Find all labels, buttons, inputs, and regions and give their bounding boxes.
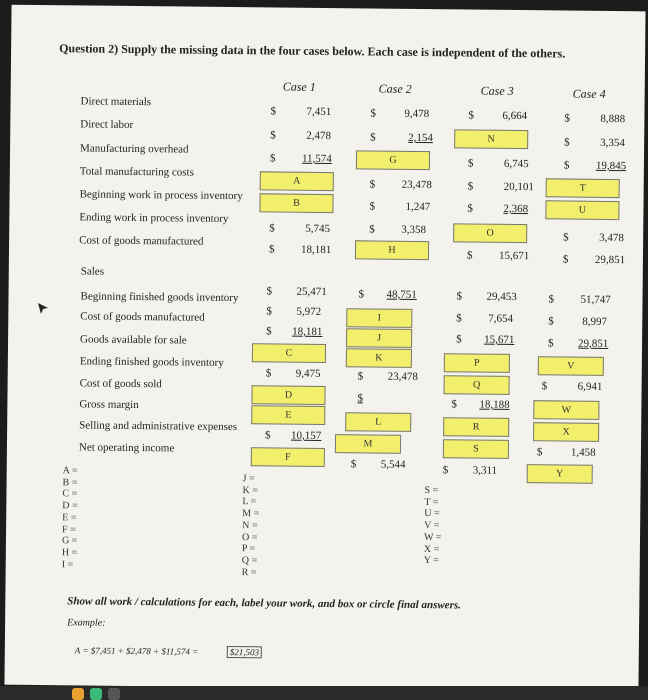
c4-cogm-bottom: 29,851 (577, 337, 609, 350)
c4-ending-wip: 3,478 (599, 231, 624, 245)
case-1-header: Case 1 (282, 79, 316, 94)
c3-net-operating-income: 3,311 (472, 464, 498, 477)
dollar-sign: $ (466, 249, 473, 262)
answer-box-S[interactable]: S (443, 439, 509, 459)
row-label: Gross margin (79, 398, 139, 412)
dollar-sign: $ (268, 243, 275, 256)
dollar-sign: $ (358, 288, 365, 301)
example-equation: A = $7,451 + $2,478 + $11,574 = (74, 645, 199, 657)
c1-beginning-fg: 5,972 (296, 305, 322, 318)
case-2-header: Case 2 (378, 81, 412, 96)
c4-cogm: 29,851 (594, 253, 626, 267)
answer-box-O[interactable]: O (453, 223, 527, 243)
c4-sell-admin: 1,458 (570, 446, 596, 459)
row-label: Goods available for sale (80, 333, 187, 347)
row-label: Total manufacturing costs (79, 165, 194, 179)
dollar-sign: $ (369, 223, 375, 236)
dollar-sign: $ (563, 231, 569, 244)
dollar-sign: $ (369, 178, 376, 191)
example-label: Example: (67, 617, 106, 629)
c3-overhead: 6,745 (503, 157, 529, 171)
dollar-sign: $ (548, 315, 554, 328)
dollar-sign: $ (266, 305, 272, 318)
dollar-sign: $ (456, 290, 463, 303)
answer-box-N[interactable]: N (454, 129, 528, 149)
example-answer-box: $21,503 (227, 646, 262, 658)
dollar-sign: $ (541, 380, 548, 393)
row-label: Selling and administrative expenses (79, 419, 238, 434)
dollar-sign: $ (270, 129, 276, 142)
dollar-sign: $ (467, 180, 474, 193)
answer-line-E: E = (62, 512, 77, 524)
answer-box-X[interactable]: X (533, 422, 599, 442)
dollar-sign: $ (451, 398, 457, 411)
row-label: Direct labor (80, 118, 134, 131)
row-label: Net operating income (78, 441, 175, 455)
c3-sales: 29,453 (486, 290, 517, 304)
case-4-header: Case 4 (572, 86, 606, 101)
dollar-sign: $ (562, 253, 569, 266)
c3-beginning-wip: 2,368 (503, 202, 529, 216)
c3-beginning-fg: 7,654 (488, 312, 514, 325)
answer-line-G: G = (61, 535, 78, 547)
answer-box-C[interactable]: C (252, 343, 326, 363)
mouse-pointer-icon (36, 302, 50, 316)
answer-box-K[interactable]: K (346, 348, 412, 368)
row-label: Ending work in process inventory (79, 211, 229, 225)
answer-line-U: U = (424, 508, 440, 520)
c2-sales: 48,751 (386, 288, 417, 301)
answer-line-I: I = (61, 558, 74, 570)
c1-cogm-bottom: 18,181 (292, 325, 323, 338)
c1-sell-admin: 10,157 (291, 429, 322, 442)
c1-overhead: 11,574 (301, 152, 332, 166)
row-label: Ending finished goods inventory (79, 355, 224, 369)
row-label: Manufacturing overhead (80, 142, 189, 156)
app-icon[interactable] (90, 688, 102, 700)
row-label: Cost of goods manufactured (80, 310, 205, 324)
row-label: Beginning work in process inventory (79, 188, 243, 203)
answer-line-T: T = (424, 496, 439, 508)
dollar-sign: $ (564, 136, 570, 149)
dollar-sign: $ (350, 458, 357, 471)
dollar-sign: $ (266, 285, 273, 298)
c3-direct-materials: 6,664 (502, 109, 528, 123)
c1-sales: 25,471 (296, 285, 327, 299)
c1-cogm: 18,181 (300, 243, 332, 257)
answer-line-D: D = (62, 500, 78, 512)
dollar-sign: $ (370, 131, 376, 144)
answer-box-A[interactable]: A (260, 171, 334, 191)
c3-total-mfg-costs: 20,101 (503, 180, 535, 194)
answer-box-E[interactable]: E (251, 405, 325, 425)
c4-cogs: 6,941 (577, 380, 603, 393)
row-label: Beginning finished goods inventory (80, 290, 239, 305)
dollar-sign: $ (357, 392, 364, 405)
c3-cogm-bottom: 15,671 (484, 333, 515, 346)
answer-line-W: W = (423, 531, 442, 544)
answer-line-H: H = (61, 547, 78, 559)
answer-line-X: X = (423, 543, 440, 555)
dollar-sign: $ (369, 200, 376, 213)
answer-box-H[interactable]: H (355, 240, 429, 260)
dollar-sign: $ (468, 109, 475, 122)
c1-ending-fg: 9,475 (295, 367, 321, 380)
c2-net-operating-income: 5,544 (380, 458, 406, 471)
answer-line-R: R = (241, 566, 257, 578)
dollar-sign: $ (269, 152, 276, 165)
answer-line-L: L = (242, 496, 257, 508)
worksheet-page (4, 5, 645, 692)
answer-box-M[interactable]: M (335, 434, 401, 454)
dollar-sign: $ (266, 325, 272, 338)
answer-line-O: O = (241, 531, 258, 543)
answer-line-J: J = (242, 473, 255, 485)
answer-box-G[interactable]: G (356, 150, 430, 170)
dollar-sign: $ (548, 293, 555, 306)
dollar-sign: $ (265, 429, 271, 442)
c1-ending-wip: 5,745 (305, 222, 331, 236)
answer-box-Q[interactable]: Q (444, 375, 510, 395)
instruction-text: Show all work / calculations for each, label your work, and box or circle final answers. (67, 595, 461, 612)
answer-box-R[interactable]: R (443, 417, 509, 437)
dollar-sign: $ (467, 202, 474, 215)
answer-box-V[interactable]: V (538, 356, 604, 376)
answer-line-M: M = (242, 508, 260, 520)
answer-line-C: C = (62, 488, 78, 500)
answer-box-B[interactable]: B (259, 193, 333, 213)
c4-overhead: 19,845 (595, 159, 627, 173)
question-heading: Question 2) Supply the missing data in the four cases below. Each case is independent of the others. (59, 41, 566, 61)
answer-box-Y[interactable]: Y (527, 464, 593, 484)
answer-line-P: P = (241, 543, 256, 555)
music-app-icon[interactable] (72, 688, 84, 700)
row-label: Cost of goods sold (79, 377, 162, 391)
c4-direct-materials: 8,888 (600, 112, 626, 126)
dollar-sign: $ (265, 367, 272, 380)
row-label: Direct materials (80, 95, 152, 109)
c2-total-mfg-costs: 23,478 (401, 178, 433, 192)
c4-direct-labor: 3,354 (600, 136, 625, 150)
answer-line-S: S = (424, 485, 439, 497)
app-icon[interactable] (108, 688, 120, 700)
dollar-sign: $ (370, 107, 377, 120)
c1-direct-labor: 2,478 (306, 129, 332, 143)
dollar-sign: $ (442, 464, 449, 477)
c3-cogm: 15,671 (498, 249, 530, 263)
answer-line-F: F = (62, 523, 76, 535)
answer-line-V: V = (424, 520, 440, 532)
dollar-sign: $ (467, 157, 474, 170)
row-label: Cost of goods manufactured (79, 234, 204, 248)
dollar-sign: $ (270, 105, 277, 118)
dollar-sign: $ (547, 337, 554, 350)
dollar-sign: $ (563, 159, 570, 172)
dollar-sign: $ (269, 222, 275, 235)
dollar-sign: $ (564, 112, 570, 125)
dollar-sign: $ (456, 312, 462, 325)
answer-line-N: N = (242, 519, 258, 532)
c4-sales: 51,747 (580, 293, 611, 306)
answer-box-W[interactable]: W (533, 400, 599, 420)
answer-box-F[interactable]: F (251, 447, 325, 467)
answer-box-D[interactable]: D (251, 385, 325, 405)
answer-box-U[interactable]: U (545, 200, 619, 220)
c2-direct-materials: 9,478 (404, 107, 430, 121)
answer-box-L[interactable]: L (345, 412, 411, 432)
row-label: Sales (80, 265, 105, 278)
answer-line-B: B = (62, 476, 78, 489)
c1-direct-materials: 7,451 (306, 105, 332, 119)
dollar-sign: $ (536, 446, 543, 459)
answer-line-A: A = (62, 465, 78, 477)
answer-line-Q: Q = (241, 555, 258, 567)
answer-box-P[interactable]: P (444, 353, 510, 373)
answer-box-J[interactable]: J (346, 328, 412, 348)
case-3-header: Case 3 (480, 83, 514, 98)
c4-beginning-fg: 8,997 (582, 315, 608, 328)
answer-line-K: K = (242, 484, 258, 497)
c2-beginning-wip: 1,247 (405, 200, 431, 214)
answer-line-Y: Y = (423, 555, 439, 567)
answer-box-I[interactable]: I (346, 308, 412, 328)
c3-gross-margin: 18,188 (479, 398, 510, 411)
dollar-sign: $ (456, 333, 462, 346)
dollar-sign: $ (357, 370, 364, 383)
c2-ending-wip: 3,358 (401, 223, 427, 237)
c2-direct-labor: 2,154 (408, 131, 434, 145)
c2-cogs: 23,478 (387, 370, 419, 383)
answer-box-T[interactable]: T (546, 178, 620, 198)
